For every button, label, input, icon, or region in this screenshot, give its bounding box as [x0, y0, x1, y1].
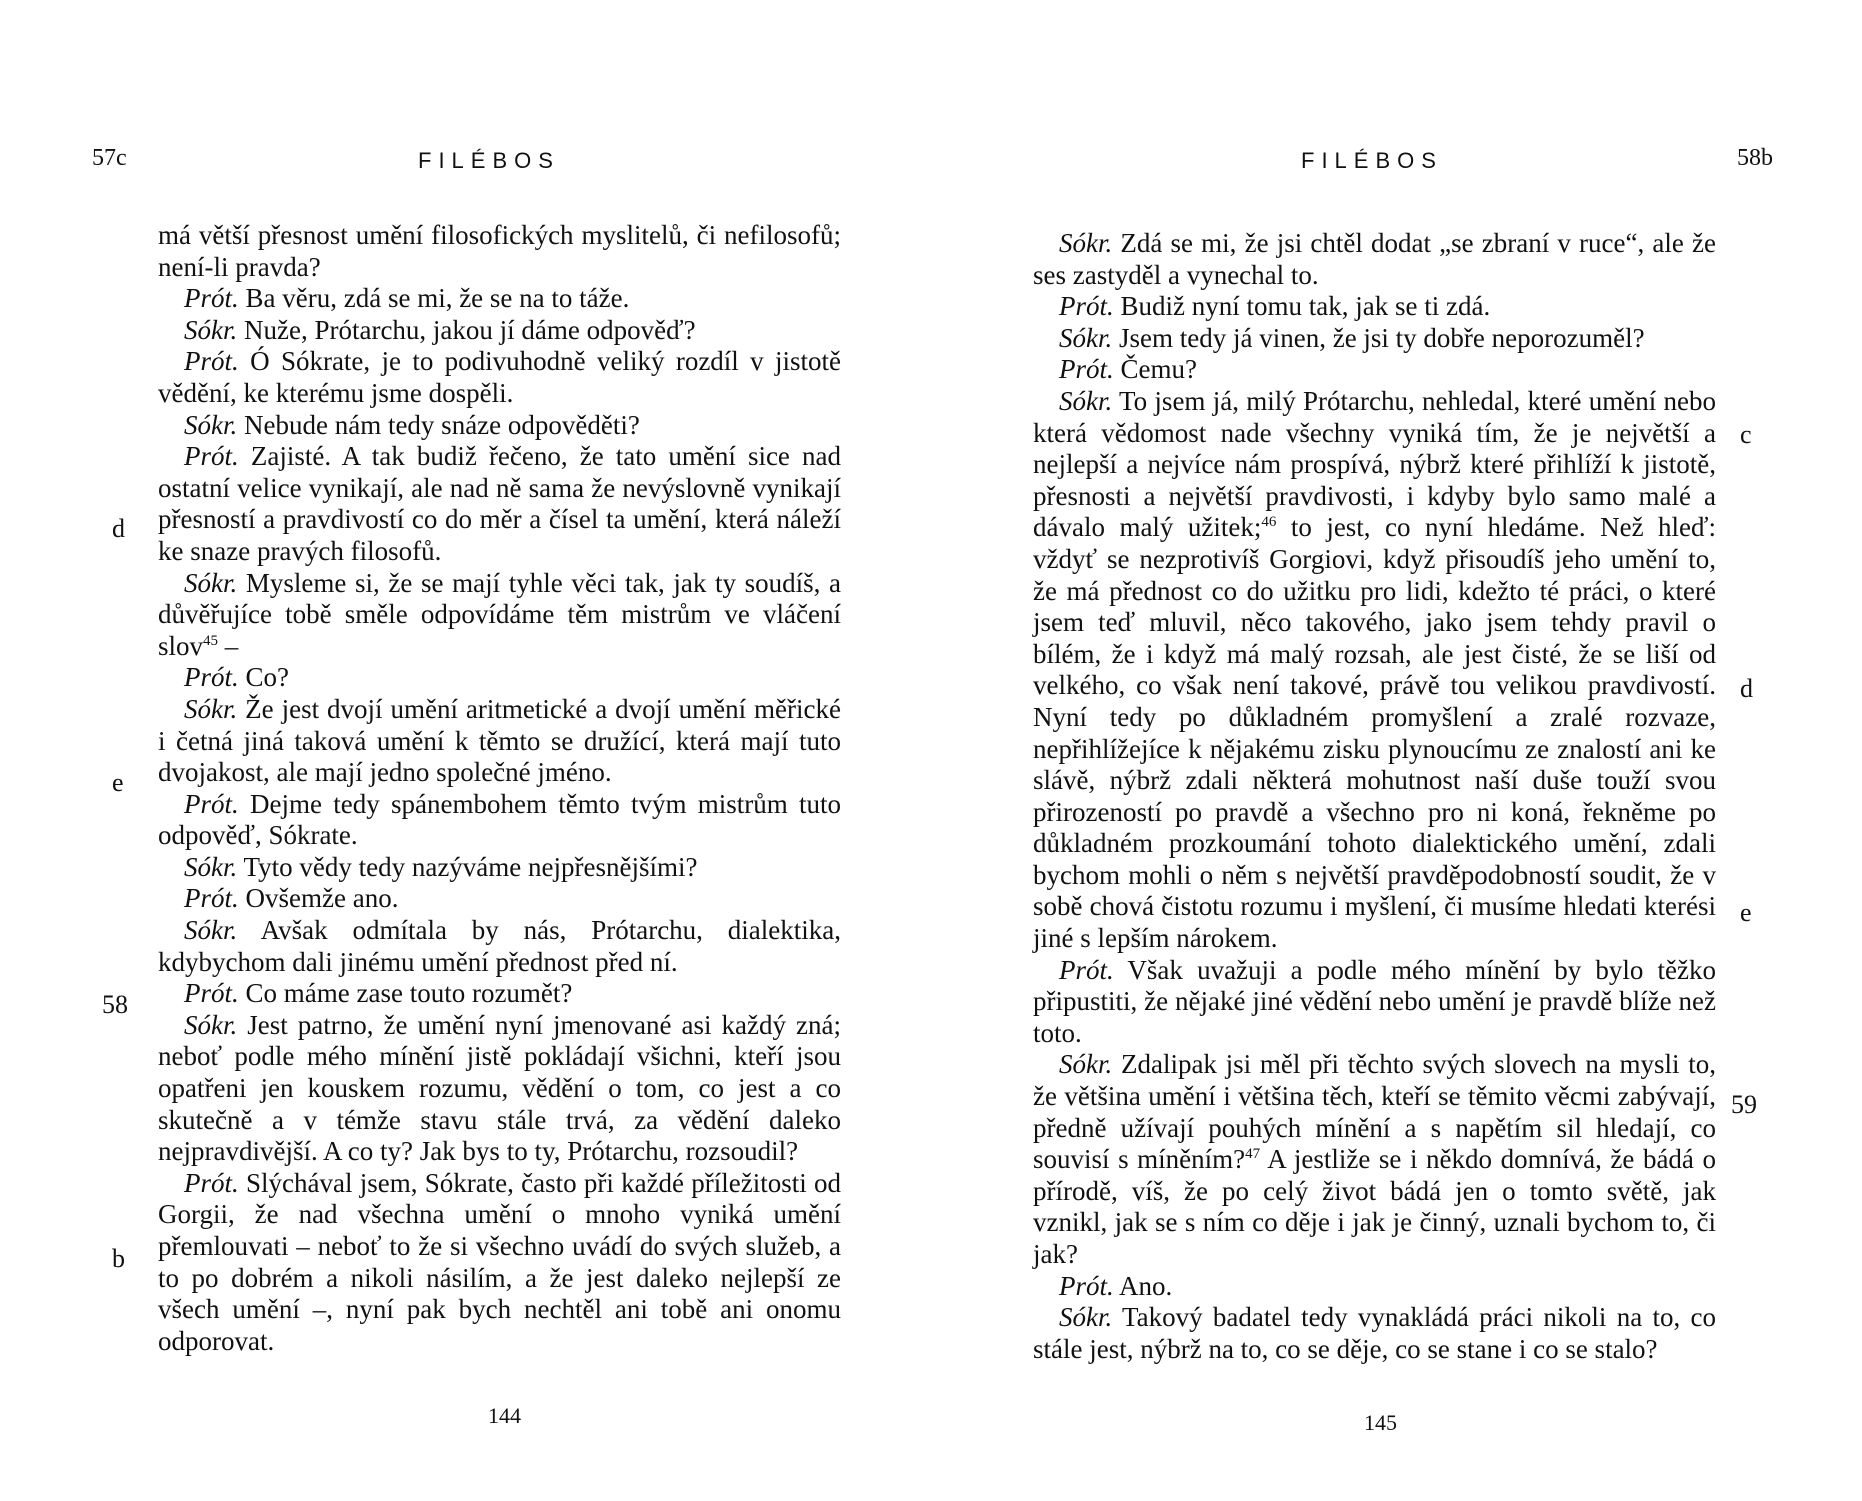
paragraph-text: Co? — [238, 662, 290, 693]
speaker-label: Prót. — [184, 662, 239, 693]
dialogue-paragraph — [158, 852, 841, 884]
running-head: FILÉBOS — [1301, 148, 1443, 173]
dialogue-paragraph — [158, 978, 841, 1010]
margin-note: c — [1740, 420, 1752, 449]
dialogue-paragraph — [1033, 1271, 1716, 1303]
footnote-ref: 46 — [1261, 514, 1277, 531]
running-head: FILÉBOS — [418, 148, 560, 173]
paragraph-text: – — [218, 630, 239, 661]
dialogue-paragraph — [1033, 228, 1716, 291]
paragraph-text: Tyto vědy tedy nazýváme nejpřesnějšími? — [237, 851, 698, 882]
paragraph-text: Dejme tedy spánembohem těmto tvým mistrům tuto odpověď, Sókrate. — [158, 788, 841, 851]
speaker-label: Sókr. — [1059, 385, 1113, 416]
paragraph-text: Slýchával jsem, Sókrate, často při každé příležitosti od Gorgii, že nad všechna umění o mnoho vyniká umění přemlouvati – neboť to že si všechno uvádí do svých služeb, a to po dobrém a nikoli násilím, a že jest daleko nejlepší ze všech umění –, nyní pak bych nechtěl ani tobě ani onomu odporovat. — [158, 1167, 841, 1356]
speaker-label: Prót. — [184, 788, 239, 819]
paragraph-text: Mysleme si, že se mají tyhle věci tak, jak ty soudíš, a důvěřujíce tobě směle odpovídáme těm mistrům ve vláčení slov — [158, 567, 841, 661]
left-text-block — [158, 220, 841, 1357]
dialogue-paragraph — [158, 789, 841, 852]
dialogue-paragraph — [1033, 386, 1716, 955]
paragraph-text: Jsem tedy já vinen, že jsi ty dobře neporozuměl? — [1112, 322, 1645, 353]
speaker-label: Sókr. — [184, 915, 238, 946]
footnote-ref: 47 — [1245, 1146, 1261, 1163]
speaker-label: Prót. — [184, 1167, 239, 1198]
speaker-label: Prót. — [1059, 291, 1114, 322]
dialogue-paragraph — [158, 441, 841, 567]
dialogue-paragraph — [158, 283, 841, 315]
speaker-label: Prót. — [1059, 1270, 1114, 1301]
dialogue-paragraph — [158, 1168, 841, 1358]
margin-note: e — [1740, 898, 1752, 927]
dialogue-paragraph — [1033, 955, 1716, 1050]
dialogue-paragraph — [158, 883, 841, 915]
paragraph-text: To jsem já, milý Prótarchu, nehledal, které umění nebo která vědomost nade všechny vyniká tím, že je největší a nejlepší a nejvíce nám prospívá, nýbrž které přihlíží k jistotě, přesnosti a největší pravdivosti, i kdyby bylo samo malé a dávalo malý užitek; — [1033, 385, 1716, 543]
paragraph-text: Zdalipak jsi měl při těchto svých slovech na mysli to, že většina umění i většina těch, kteří se těmito věcmi zabývají, předně užívají pouhých mínění a s napětím sil hledají, co souvisí s míněním? — [1033, 1049, 1716, 1175]
speaker-label: Sókr. — [184, 851, 238, 882]
margin-note: b — [112, 1244, 125, 1273]
speaker-label: Sókr. — [184, 567, 238, 598]
margin-note: 59 — [1731, 1090, 1757, 1119]
margin-note: d — [1740, 674, 1753, 703]
page-number: 144 — [488, 1403, 521, 1428]
paragraph-text: Jest patrno, že umění nyní jmenované asi každý zná; neboť podle mého mínění jistě pokládají všichni, kteří jsou opatřeni jen kouskem rozumu, vědění o tom, co jest a co skutečně a v témže stavu stále trvá, za vědění daleko nejpravdivější. A co ty? Jak bys to ty, Prótarchu, rozsoudil? — [158, 1009, 841, 1167]
paragraph-text: Avšak odmítala by nás, Prótarchu, dialektika, kdybychom dali jinému umění přednost před ní. — [158, 915, 841, 977]
paragraph-text: Čemu? — [1113, 354, 1197, 385]
paragraph-text: Že jest dvojí umění aritmetické a dvojí umění měřické i četná jiná taková umění k těmto se družící, která mají tuto dvojakost, ale mají jedno společné jméno. — [158, 693, 841, 788]
page-number: 145 — [1364, 1410, 1397, 1435]
footnote-ref: 45 — [203, 632, 219, 649]
dialogue-paragraph — [158, 915, 841, 978]
margin-note: d — [112, 514, 125, 543]
paragraph-text: Nuže, Prótarchu, jakou jí dáme odpověď? — [237, 314, 696, 345]
dialogue-paragraph — [158, 410, 841, 442]
paragraph-text: A jestliže se i někdo domnívá, že bádá o přírodě, víš, že po celý život bádá jen o tomto světě, jak vznikl, jak se s ním co děje i jak je činný, uznali bychom to, či jak? — [1033, 1144, 1716, 1269]
dialogue-paragraph — [1033, 291, 1716, 323]
paragraph-text: Ó Sókrate, je to podivuhodně veliký rozdíl v jistotě vědění, ke kterému jsme dospěli. — [158, 346, 841, 408]
speaker-label: Prót. — [1059, 954, 1114, 985]
dialogue-paragraph — [158, 568, 841, 663]
paragraph-text: má větší přesnost umění filosofických myslitelů, či nefilosofů; není-li pravda? — [158, 220, 841, 282]
paragraph-text: Však uvažuji a podle mého mínění by bylo těžko připustiti, že nějaké jiné vědění nebo umění je pravdě blíže než toto. — [1033, 954, 1716, 1048]
speaker-label: Sókr. — [1059, 1049, 1113, 1080]
paragraph-text: Co máme zase touto rozumět? — [238, 978, 573, 1009]
dialogue-paragraph — [158, 1010, 841, 1168]
speaker-label: Prót. — [184, 978, 239, 1009]
dialogue-paragraph — [158, 694, 841, 789]
paragraph-text: Budiž nyní tomu tak, jak se ti zdá. — [1113, 291, 1491, 322]
paragraph-text: Takový badatel tedy vynakládá práci nikoli na to, co stále jest, nýbrž na to, co se děje, co se stane i co se stalo? — [1033, 1302, 1716, 1364]
speaker-label: Sókr. — [184, 314, 238, 345]
speaker-label: Prót. — [184, 441, 239, 472]
paragraph-text: Ovšemže ano. — [238, 883, 399, 914]
paragraph-text: Ano. — [1113, 1270, 1173, 1301]
stephanus-number-top: 57c — [92, 145, 127, 171]
speaker-label: Sókr. — [184, 409, 238, 440]
dialogue-paragraph — [1033, 323, 1716, 355]
speaker-label: Sókr. — [184, 1009, 238, 1040]
paragraph-text: to jest, co nyní hledáme. Než hleď: vždyť se nezprotivíš Gorgiovi, když přisoudíš jeho umění to, že má přednost co do užitku pro lidi, kdežto té práci, o které jsem teď mluvil, něco takového, jako jsem tehdy pravil o bílém, že i když má malý rozsah, ale jest čisté, že se liší od velkého, co však není takové, právě tou velikou pravdivostí. Nyní tedy po důkladném promyšlení a zralé rozvaze, nepřihlížejíce k nějakému zisku plynoucímu ze znalostí ani ke slávě, nýbrž zdali některá mohutnost naší duše touží svou přirozeností po pravdě a všechno pro ni koná, řekněme po důkladném prozkoumání tohoto dialektického umění, zdali bychom mohli o něm s největší pravděpodobností soudit, že v sobě chová čistotu rozumu i myšlení, či musíme hledati kterési jiné s lepším nárokem. — [1033, 512, 1716, 954]
paragraph-text: Nebude nám tedy snáze odpověděti? — [237, 409, 640, 440]
dialogue-paragraph — [158, 315, 841, 347]
speaker-label: Sókr. — [1059, 1302, 1113, 1333]
right-page — [931, 0, 1862, 1501]
margin-note: 58 — [102, 990, 128, 1019]
paragraph-text: Ba věru, zdá se mi, že se na to táže. — [238, 283, 630, 314]
stephanus-number-top: 58b — [1737, 145, 1773, 171]
speaker-label: Sókr. — [1059, 228, 1113, 258]
dialogue-paragraph — [1033, 1302, 1716, 1365]
margin-note: e — [112, 768, 124, 797]
dialogue-paragraph — [1033, 354, 1716, 386]
speaker-label: Sókr. — [184, 693, 238, 724]
speaker-label: Prót. — [1059, 354, 1114, 385]
speaker-label: Prót. — [184, 283, 239, 314]
speaker-label: Prót. — [184, 883, 239, 914]
speaker-label: Prót. — [184, 346, 239, 377]
right-text-block — [1033, 228, 1716, 1365]
paragraph-text: Zdá se mi, že jsi chtěl dodat „se zbraní v ruce“, ale že ses zastyděl a vynechal to. — [1033, 228, 1716, 290]
dialogue-paragraph — [1033, 1049, 1716, 1270]
dialogue-paragraph — [158, 662, 841, 694]
dialogue-paragraph — [158, 220, 841, 283]
dialogue-paragraph — [158, 346, 841, 409]
speaker-label: Sókr. — [1059, 322, 1113, 353]
paragraph-text: Zajisté. A tak budiž řečeno, že tato umění sice nad ostatní velice vynikají, ale nad ně sama že nevýslovně vynikají přesností a pravdivostí co do měr a čísel ta umění, která náleží ke snaze pravých filosofů. — [158, 441, 841, 566]
